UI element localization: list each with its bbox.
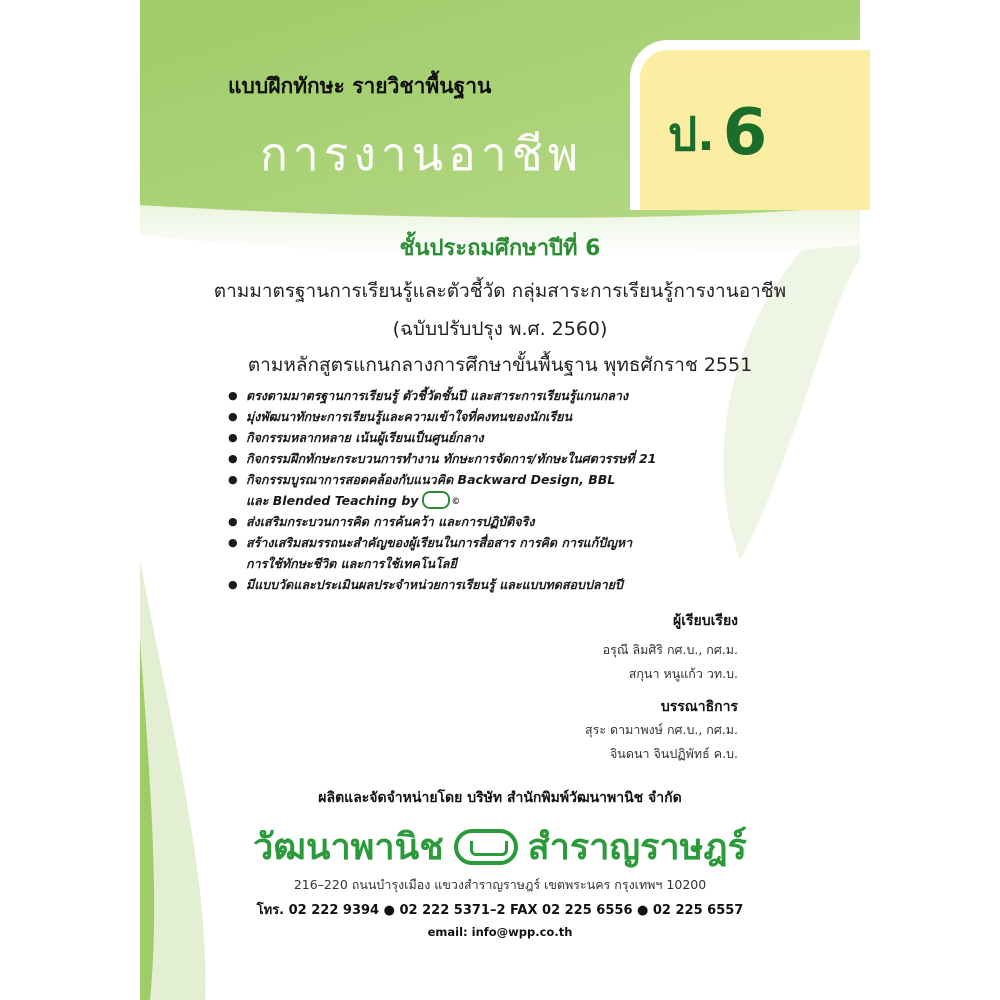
publisher-brand <box>0 818 1000 875</box>
grade-label <box>668 96 767 171</box>
grade-prefix: ป. <box>668 107 715 161</box>
author-name: อรุณี ลิมศิริ กศ.บ., กศ.ม. <box>602 642 738 657</box>
curriculum-line-1: ตามมาตรฐานการเรียนรู้และตัวชี้วัด กลุ่มสาระการเรียนรู้การงานอาชีพ <box>213 280 787 302</box>
feature-item: ● สร้างเสริมสมรรถนะสำคัญของผู้เรียนในการสื่อสาร การคิด การแก้ปัญหา การใช้ทักษะชีวิต และการใช้เทคโนโลยี <box>228 532 748 574</box>
feature-item: ● ตรงตามมาตรฐานการเรียนรู้ ตัวชี้วัดชั้นปี และสาระการเรียนรู้แกนกลาง <box>228 385 748 406</box>
feature-item: ● มีแบบวัดและประเมินผลประจำหน่วยการเรียนรู้ และแบบทดสอบปลายปี <box>228 574 748 595</box>
brand-right: สำราญราษฎร์ <box>527 826 747 868</box>
feature-item: ● กิจกรรมบูรณาการสอดคล้องกับแนวคิด Backward Design, BBL และ Blended Teaching by© <box>228 469 748 511</box>
author-name: สกุนา หนูแก้ว วท.บ. <box>628 666 738 681</box>
curriculum-line-2: (ฉบับปรับปรุง พ.ศ. 2560) <box>392 318 608 340</box>
publisher-line: ผลิตและจัดจำหน่ายโดย บริษัท สำนักพิมพ์วัฒนาพานิช จำกัด <box>318 790 682 806</box>
authors-label: ผู้เรียบเรียง <box>673 613 738 629</box>
feature-item: ● กิจกรรมฝึกทักษะกระบวนการทำงาน ทักษะการจัดการ/ทักษะในศตวรรษที่ 21 <box>228 448 748 469</box>
editor-name: สุระ ดามาพงษ์ กศ.บ., กศ.ม. <box>584 722 738 737</box>
publisher-phone: โทร. 02 222 9394 ● 02 222 5371–2 FAX 02 225 6556 ● 02 225 6557 <box>256 903 744 918</box>
publisher-email: email: info@wpp.co.th <box>427 925 573 939</box>
grade-level: ชั้นประถมศึกษาปีที่ 6 <box>399 236 601 261</box>
feature-list <box>228 385 748 595</box>
grade-number: 6 <box>722 96 768 170</box>
wpp-logo-icon <box>422 491 450 509</box>
series-label: แบบฝึกทักษะ รายวิชาพื้นฐาน <box>228 74 492 98</box>
feature-item: ● ส่งเสริมกระบวนการคิด การค้นคว้า และการปฏิบัติจริง <box>228 511 748 532</box>
subject-title: การงานอาชีพ <box>260 127 584 181</box>
publisher-address: 216–220 ถนนบำรุงเมือง แขวงสำราญราษฎร์ เขตพระนคร กรุงเทพฯ 10200 <box>293 877 707 892</box>
feature-item: ● กิจกรรมหลากหลาย เน้นผู้เรียนเป็นศูนย์กลาง <box>228 427 748 448</box>
editor-name: จินดนา จินปฏิพัทธ์ ค.บ. <box>609 746 738 761</box>
brand-left: วัฒนาพานิช <box>253 826 444 868</box>
wpp-logo-icon <box>454 829 518 865</box>
editors-label: บรรณาธิการ <box>660 699 738 715</box>
feature-item: ● มุ่งพัฒนาทักษะการเรียนรู้และความเข้าใจที่คงทนของนักเรียน <box>228 406 748 427</box>
curriculum-line-3: ตามหลักสูตรแกนกลางการศึกษาขั้นพื้นฐาน พุทธศักราช 2551 <box>247 354 753 376</box>
